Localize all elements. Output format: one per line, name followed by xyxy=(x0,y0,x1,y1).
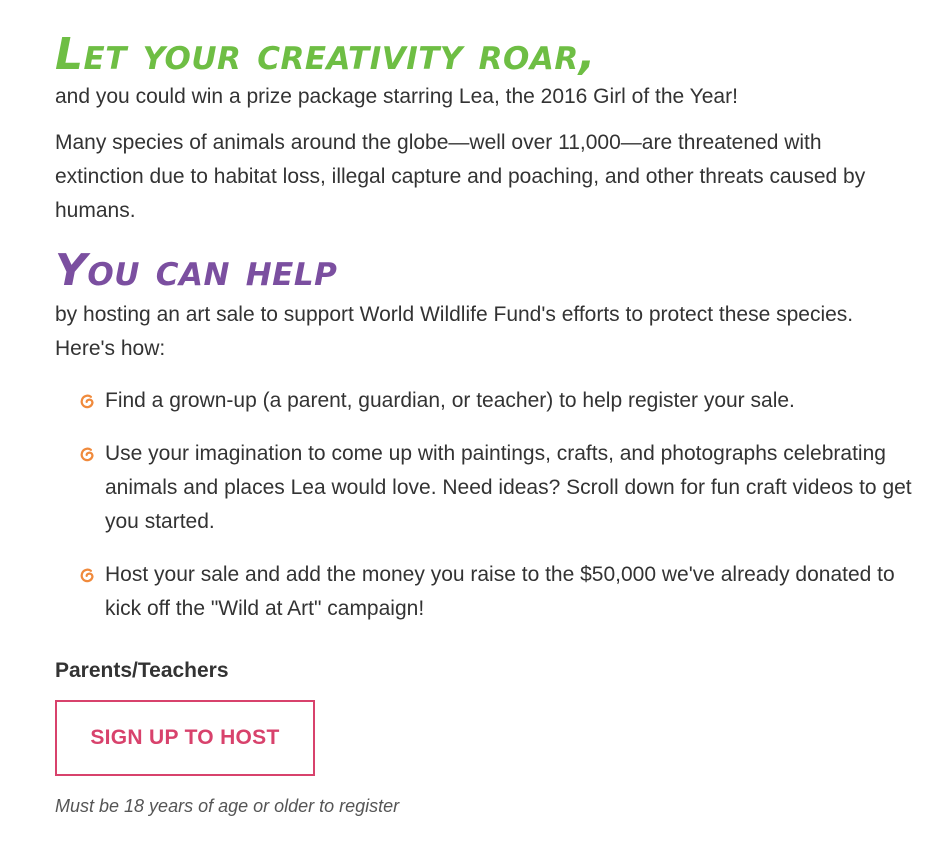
step-item xyxy=(55,558,915,626)
step-text: Use your imagination to come up with paintings, crafts, and photographs celebrating animals and places Lea would love. Need ideas? Scroll down for fun craft videos to get you started. xyxy=(105,442,912,533)
step-text: Find a grown-up (a parent, guardian, or teacher) to help register your sale. xyxy=(105,389,795,412)
age-requirement-note: Must be 18 years of age or older to register xyxy=(55,796,400,816)
wild-at-art-content xyxy=(55,28,915,820)
steps-list xyxy=(55,384,915,626)
step-item xyxy=(55,437,915,539)
prize-lead-text: and you could win a prize package starring Lea, the 2016 Girl of the Year! xyxy=(55,85,738,108)
help-lead-text: by hosting an art sale to support World Wildlife Fund's efforts to protect these species. Here's how: xyxy=(55,303,854,360)
step-item xyxy=(55,384,915,418)
step-text: Host your sale and add the money you raise to the $50,000 we've already donated to kick off the "Wild at Art" campaign! xyxy=(105,563,895,620)
sign-up-to-host-button[interactable]: SIGN UP TO HOST xyxy=(55,700,315,776)
you-can-help-heading: You can help xyxy=(55,245,338,296)
swirl-bullet-icon xyxy=(79,446,96,463)
parents-teachers-label: Parents/Teachers xyxy=(55,659,229,682)
creativity-heading: Let your creativity roar, xyxy=(55,29,596,80)
species-paragraph: Many species of animals around the globe—well over 11,000—are threatened with extinction due to habitat loss, illegal capture and poaching, and other threats caused by humans. xyxy=(55,131,866,222)
swirl-bullet-icon xyxy=(79,393,96,410)
swirl-bullet-icon xyxy=(79,567,96,584)
